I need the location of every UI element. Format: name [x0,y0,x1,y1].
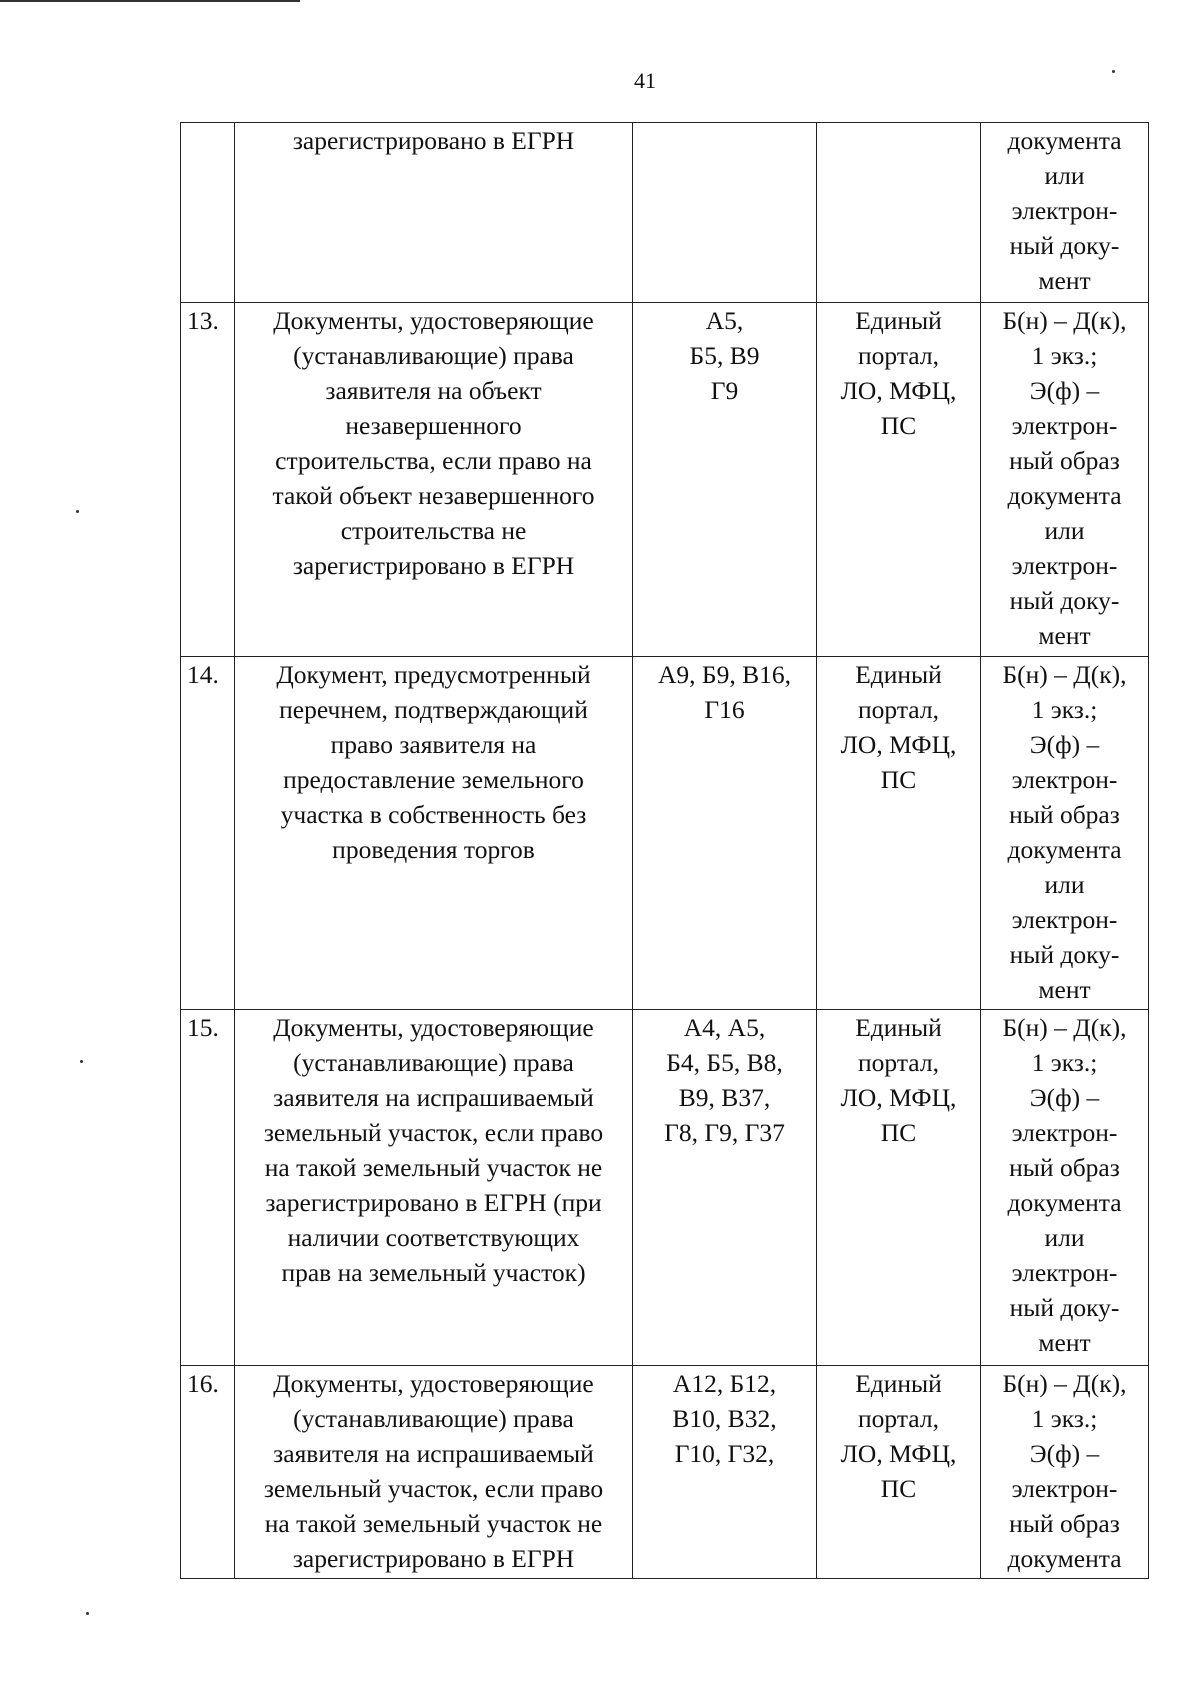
codes-cell [633,123,817,303]
scan-edge-line [0,0,300,2]
codes-cell: А4, А5, Б4, Б5, В8, В9, В37, Г8, Г9, Г37 [633,1010,817,1366]
scan-speck [76,510,79,513]
document-description-cell: Документы, удостоверяющие (устанавливающие) права заявителя на объект незавершенного строительства, если право на такой объект незавершенного строительства не зарегистрировано в ЕГРН [235,303,633,657]
row-number-cell: 15. [181,1010,235,1366]
document-form-cell: документа или электрон- ный доку- мент [981,123,1149,303]
submission-channels-cell: Единый портал, ЛО, МФЦ, ПС [817,1366,981,1579]
scan-speck [80,1060,83,1063]
document-form-cell: Б(н) – Д(к), 1 экз.; Э(ф) – электрон- ный образ документа или электрон- ный доку- мент [981,1010,1149,1366]
row-number-cell: 13. [181,303,235,657]
table-row-13 [181,303,1149,657]
submission-channels-cell: Единый портал, ЛО, МФЦ, ПС [817,657,981,1010]
table-row-16 [181,1366,1149,1579]
submission-channels-cell [817,123,981,303]
documents-table [180,122,1149,1579]
row-number-cell [181,123,235,303]
scan-speck [1112,70,1115,73]
table-row-14 [181,657,1149,1010]
codes-cell: А9, Б9, В16, Г16 [633,657,817,1010]
document-description-cell: Документ, предусмотренный перечнем, подтверждающий право заявителя на предоставление земельного участка в собственность без проведения торгов [235,657,633,1010]
document-description-cell: зарегистрировано в ЕГРН [235,123,633,303]
row-number-cell: 16. [181,1366,235,1579]
document-form-cell: Б(н) – Д(к), 1 экз.; Э(ф) – электрон- ный образ документа или электрон- ный доку- мент [981,303,1149,657]
document-form-cell: Б(н) – Д(к), 1 экз.; Э(ф) – электрон- ный образ документа [981,1366,1149,1579]
codes-cell: А12, Б12, В10, В32, Г10, Г32, [633,1366,817,1579]
table-row-15 [181,1010,1149,1366]
document-form-cell: Б(н) – Д(к), 1 экз.; Э(ф) – электрон- ный образ документа или электрон- ный доку- мент [981,657,1149,1010]
table-row-continuation [181,123,1149,303]
submission-channels-cell: Единый портал, ЛО, МФЦ, ПС [817,1010,981,1366]
submission-channels-cell: Единый портал, ЛО, МФЦ, ПС [817,303,981,657]
row-number-cell: 14. [181,657,235,1010]
page-number: 41 [634,68,656,93]
scan-speck [86,1612,89,1615]
codes-cell: А5, Б5, В9 Г9 [633,303,817,657]
document-description-cell: Документы, удостоверяющие (устанавливающие) права заявителя на испрашиваемый земельный участок, если право на такой земельный участок не зарегистрировано в ЕГРН [235,1366,633,1579]
document-description-cell: Документы, удостоверяющие (устанавливающие) права заявителя на испрашиваемый земельный участок, если право на такой земельный участок не зарегистрировано в ЕГРН (при наличии соответствующих прав на земельный участок) [235,1010,633,1366]
